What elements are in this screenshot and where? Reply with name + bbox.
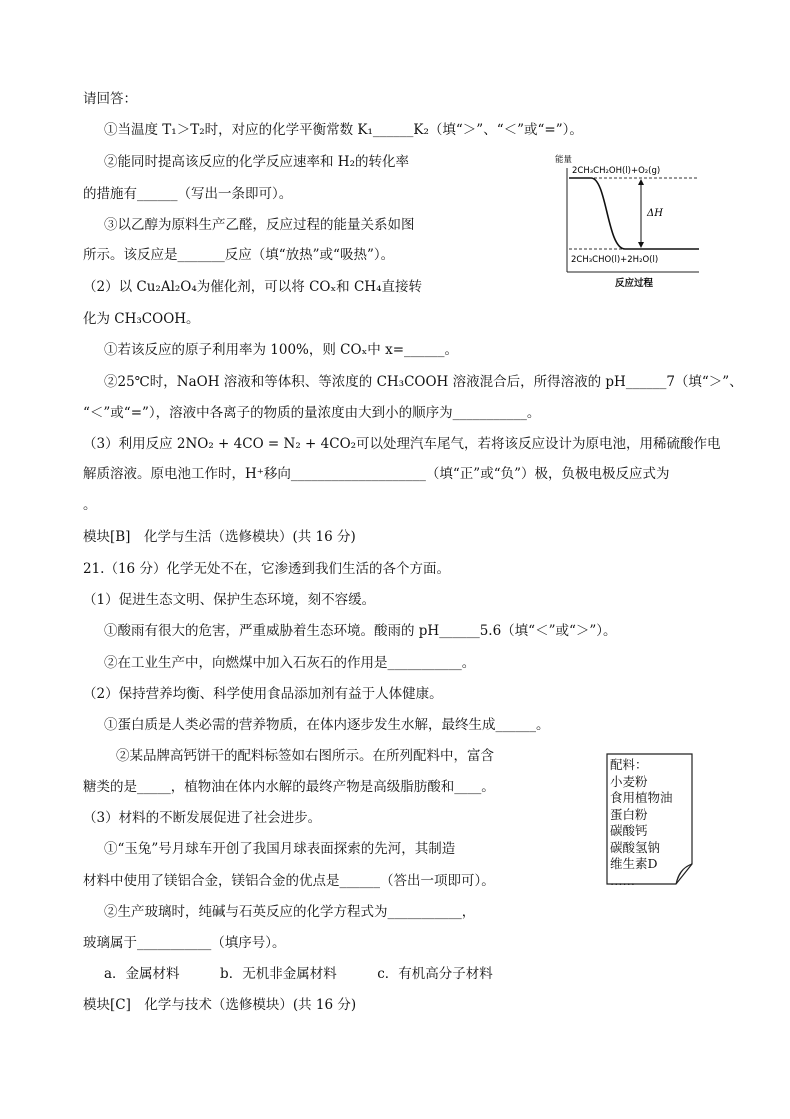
x-axis-label: 反应过程 xyxy=(615,278,654,289)
arrowhead-down xyxy=(638,242,644,248)
energy-diagram xyxy=(555,148,705,296)
ingredient-label xyxy=(604,752,696,888)
ingredient-item: 维生素D xyxy=(610,856,658,871)
text-line: ①若该反应的原子利用率为 100%，则 COₓ中 x=______。 xyxy=(104,342,459,358)
ingredient-item: 小麦粉 xyxy=(610,773,648,789)
ingredient-item: 食用植物油 xyxy=(610,790,673,805)
text-line: 化为 CH₃COOH。 xyxy=(83,311,200,327)
text-line: ①“玉兔”号月球车开创了我国月球表面探索的先河，其制造 xyxy=(104,841,456,857)
text-line: ①蛋白质是人类必需的营养物质，在体内逐步发生水解，最终生成______。 xyxy=(104,717,550,733)
text-line: 玻璃属于___________（填序号）。 xyxy=(83,935,286,951)
text-line: ②在工业生产中，向燃煤中加入石灰石的作用是___________。 xyxy=(104,655,476,671)
text-line: ③以乙醇为原料生产乙醛，反应过程的能量关系如图 xyxy=(104,217,415,233)
text-line: （3）利用反应 2NO₂ + 4CO = N₂ + 4CO₂可以处理汽车尾气，若将该反应设计为原电池，用稀硫酸作电 xyxy=(83,436,721,452)
text-line: 。 xyxy=(83,497,97,513)
ingredient-item: 碳酸氢钠 xyxy=(610,839,661,855)
section-heading: 模块[B] 化学与生活（选修模块）(共 16 分) xyxy=(83,529,356,545)
text-line: ②25℃时，NaOH 溶液和等体积、等浓度的 CH₃COOH 溶液混合后，所得溶液的 pH______7（填“＞”、 xyxy=(104,374,743,390)
ingredient-item: 碳酸钙 xyxy=(610,823,648,838)
delta-h-label: ΔH xyxy=(647,208,663,219)
reactants-label: 2CH₃CH₂OH(l)+O₂(g) xyxy=(572,166,661,176)
text-line: ②生产玻璃时，纯碱与石英反应的化学方程式为___________， xyxy=(104,904,476,920)
text-line: （2）以 Cu₂Al₂O₄为催化剂，可以将 COₓ和 CH₄直接转 xyxy=(83,279,422,295)
text-line: （2）保持营养均衡、科学使用食品添加剂有益于人体健康。 xyxy=(83,686,443,702)
text-line: 解质溶液。原电池工作时，H⁺移向____________________（填“正”或“负”）极，负极电极反应式为 xyxy=(83,466,670,482)
ingredient-item: …… xyxy=(610,872,635,888)
text-line: 所示。该反应是_______反应（填“放热”或“吸热”）。 xyxy=(83,247,395,263)
text-line: ①酸雨有很大的危害，严重威胁着生态环境。酸雨的 pH______5.6（填“＜”或“＞”）。 xyxy=(104,623,617,639)
text-line: a．金属材料 b．无机非金属材料 c．有机高分子材料 xyxy=(104,966,493,982)
text-line: ②某品牌高钙饼干的配料标签如右图所示。在所列配料中，富含 xyxy=(116,748,494,764)
text-line: 请回答： xyxy=(83,91,137,107)
text-line: ①当温度 T₁＞T₂时，对应的化学平衡常数 K₁______K₂（填“＞”、“＜”或“=”）。 xyxy=(104,122,583,138)
y-axis-label: 能量 xyxy=(555,155,573,165)
text-line: ②能同时提高该反应的化学反应速率和 H₂的转化率 xyxy=(104,154,409,170)
text-line: 材料中使用了镁铝合金，镁铝合金的优点是______（答出一项即可）。 xyxy=(83,873,495,889)
ingredient-list xyxy=(610,757,673,889)
text-line: （3）材料的不断发展促进了社会进步。 xyxy=(83,810,322,826)
text-line: 糖类的是_____，植物油在体内水解的最终产物是高级脂肪酸和____。 xyxy=(83,779,495,795)
energy-diagram-svg xyxy=(555,148,705,296)
question-heading: 21.（16 分）化学无处不在，它渗透到我们生活的各个方面。 xyxy=(83,561,450,577)
text-line: 的措施有______（写出一条即可）。 xyxy=(83,186,293,202)
text-line: （1）促进生态文明、保护生态环境，刻不容缓。 xyxy=(83,592,376,608)
energy-curve xyxy=(569,178,699,249)
text-line: “＜”或“=”），溶液中各离子的物质的量浓度由大到小的顺序为___________。 xyxy=(83,405,541,421)
ingredient-item: 蛋白粉 xyxy=(610,806,648,822)
section-heading: 模块[C] 化学与技术（选修模块）(共 16 分) xyxy=(83,997,357,1013)
ingredient-title: 配料： xyxy=(610,757,648,772)
products-label: 2CH₃CHO(l)+2H₂O(l) xyxy=(571,255,659,265)
arrowhead-up xyxy=(638,179,644,185)
